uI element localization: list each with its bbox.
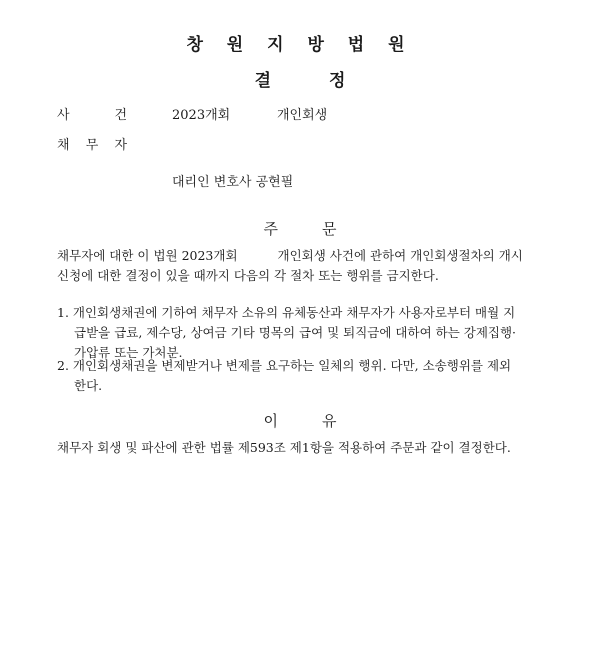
order-intro-line1b: 개인회생 사건에 관하여 개인회생절차의 개시 xyxy=(277,248,523,263)
debtor-label: 채 무 자 xyxy=(57,138,127,153)
representative: 대리인 변호사 공현필 xyxy=(172,175,294,190)
case-number: 2023개회 xyxy=(172,108,231,123)
court-name: 창 원 지 방 법 원 xyxy=(186,35,414,55)
reason-heading: 이 유 xyxy=(263,412,337,430)
document-type-title xyxy=(0,66,600,91)
order-intro xyxy=(57,246,547,286)
document-type-char-1: 결 xyxy=(254,71,271,91)
case-label: 사 건 xyxy=(57,108,127,123)
case-name: 개인회생 xyxy=(277,108,328,123)
order-item-2: 2. 개인회생채권을 변제받거나 변제를 요구하는 일체의 행위. 다만, 소송행위를 제외 한다. xyxy=(57,358,512,393)
order-heading: 주 문 xyxy=(263,220,337,238)
document-type-char-2: 정 xyxy=(329,71,346,91)
reason-text: 채무자 회생 및 파산에 관한 법률 제593조 제1항을 적용하여 주문과 같이 결정한다. xyxy=(57,440,511,455)
order-item-1: 1. 개인회생채권에 기하여 채무자 소유의 유체동산과 채무자가 사용자로부터 매월 지 급받을 급료, 제수당, 상여금 기타 명목의 급여 및 퇴직금에 대하여 하는 강제집행· 가압류 또는 가처분. xyxy=(57,305,517,360)
order-intro-line2: 신청에 대한 결정이 있을 때까지 다음의 각 절차 또는 행위를 금지한다. xyxy=(57,268,439,283)
order-intro-line1a: 채무자에 대한 이 법원 2023개회 xyxy=(57,248,238,263)
